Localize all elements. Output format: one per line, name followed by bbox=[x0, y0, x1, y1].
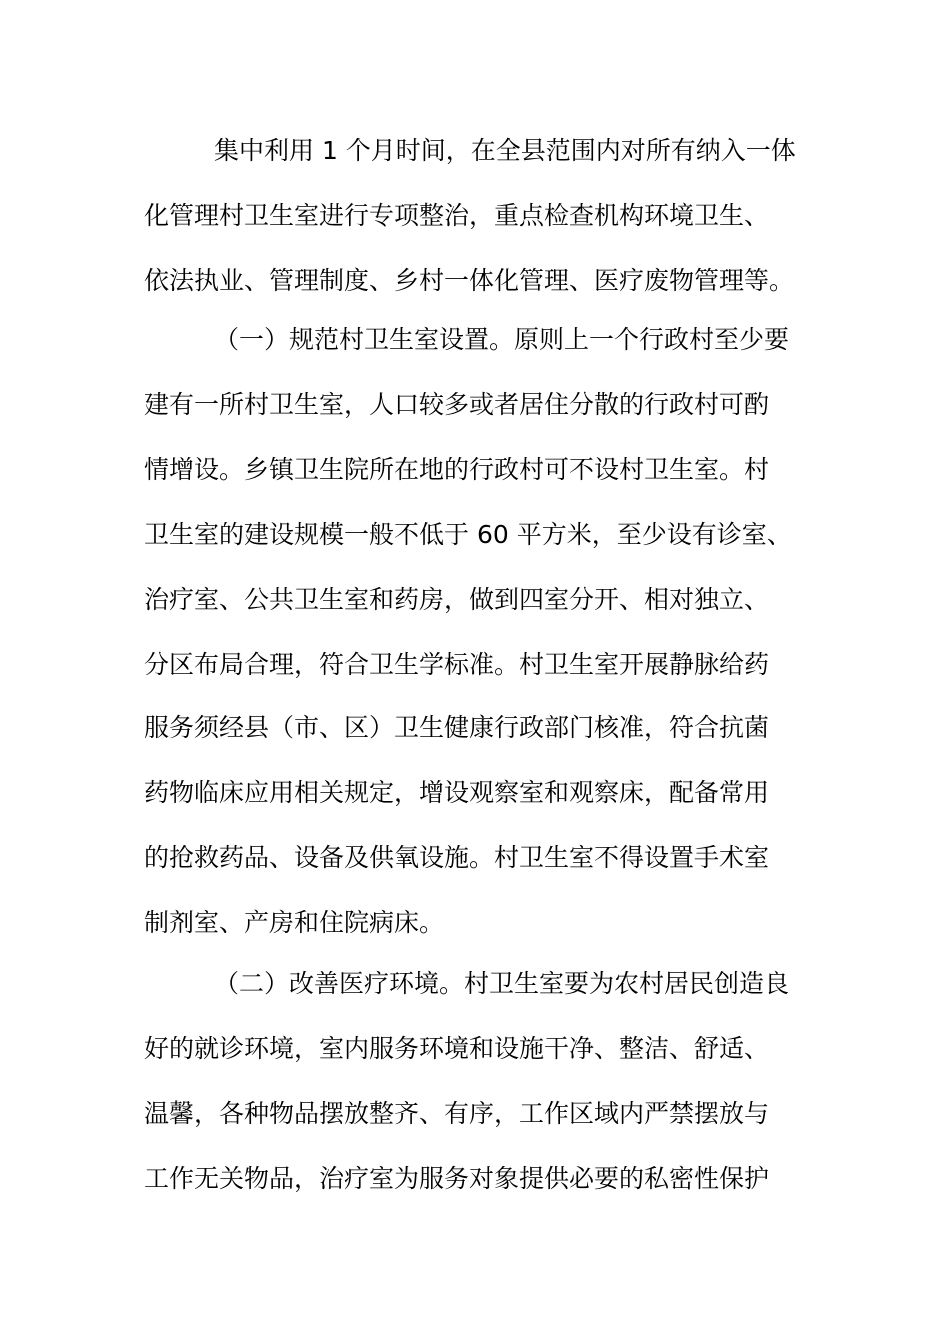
paragraph-line: 好的就诊环境，室内服务环境和设施干净、整洁、舒适、 bbox=[144, 1034, 770, 1063]
paragraph-line: （一）规范村卫生室设置。原则上一个行政村至少要 bbox=[214, 325, 790, 354]
paragraph-line: 分区布局合理，符合卫生学标准。村卫生室开展静脉给药 bbox=[144, 650, 770, 679]
paragraph-line: 药物临床应用相关规定，增设观察室和观察床，配备常用 bbox=[144, 778, 770, 807]
paragraph-line: （二）改善医疗环境。村卫生室要为农村居民创造良 bbox=[214, 969, 790, 998]
paragraph-line: 的抢救药品、设备及供氧设施。村卫生室不得设置手术室 bbox=[144, 843, 770, 872]
paragraph-line: 情增设。乡镇卫生院所在地的行政村可不设村卫生室。村 bbox=[144, 455, 770, 484]
paragraph-line: 集中利用 1 个月时间，在全县范围内对所有纳入一体 bbox=[214, 136, 796, 165]
paragraph-line: 卫生室的建设规模一般不低于 60 平方米，至少设有诊室、 bbox=[144, 520, 792, 549]
paragraph-line: 建有一所村卫生室，人口较多或者居住分散的行政村可酌 bbox=[144, 390, 770, 419]
paragraph-line: 依法执业、管理制度、乡村一体化管理、医疗废物管理等。 bbox=[144, 266, 795, 295]
paragraph-line: 治疗室、公共卫生室和药房，做到四室分开、相对独立、 bbox=[144, 585, 770, 614]
paragraph-line: 服务须经县（市、区）卫生健康行政部门核准，符合抗菌 bbox=[144, 713, 770, 742]
paragraph-line: 工作无关物品，治疗室为服务对象提供必要的私密性保护 bbox=[144, 1164, 770, 1193]
paragraph-line: 化管理村卫生室进行专项整治，重点检查机构环境卫生、 bbox=[144, 201, 770, 230]
paragraph-line: 温馨，各种物品摆放整齐、有序，工作区域内严禁摆放与 bbox=[144, 1099, 770, 1128]
paragraph-line: 制剂室、产房和住院病床。 bbox=[144, 908, 445, 937]
